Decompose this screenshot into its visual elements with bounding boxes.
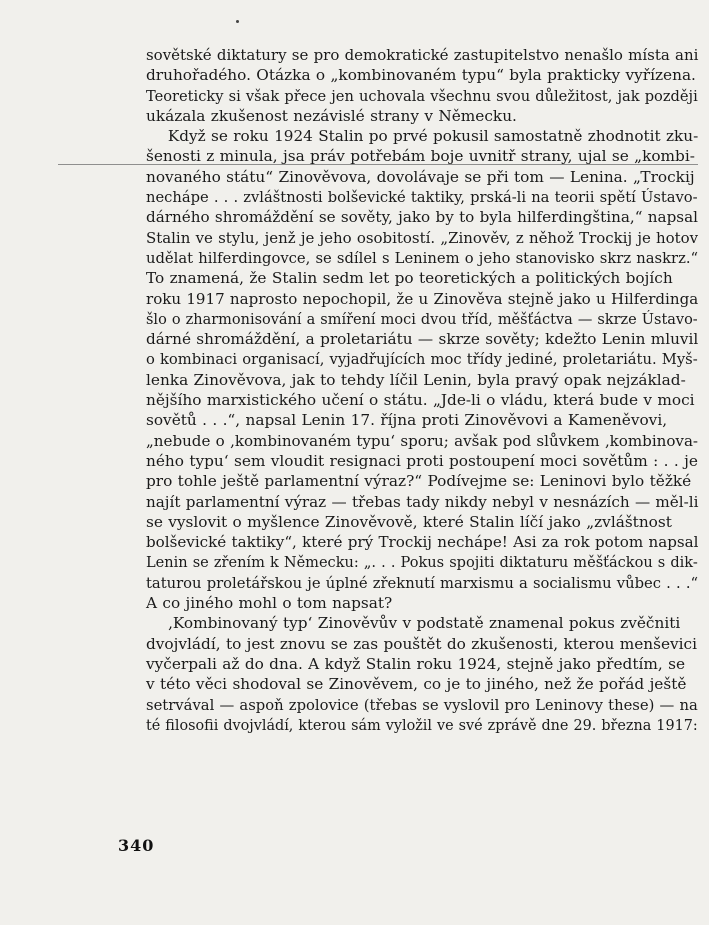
text-line: šenosti z minula, jsa práv potřebám boje uvnitř strany, ujal se „kombi- xyxy=(146,147,695,166)
text-line: dárného shromáždění se sověty, jako by to byla hilferdingština,“ napsal xyxy=(146,208,698,227)
text-line: najít parlamentní výraz — třebas tady nikdy nebyl v nesnázích — měl-li xyxy=(146,492,699,511)
text-line: Když se roku 1924 Stalin po prvé pokusil samostatně zhodnotit zku- xyxy=(167,127,699,146)
text-line: nějšího marxistického učení o státu. „Jde-li o vládu, která bude v moci xyxy=(146,391,695,410)
text-line: nechápe . . . zvláštnosti bolševické taktiky, prská-li na teorii spětí Ústavo- xyxy=(146,188,698,207)
text-line: sovětské diktatury se pro demokratické zastupitelstvo nenašlo místa ani xyxy=(146,46,699,64)
text-line: setrvával — aspoň zpolovice (třebas se vyslovil pro Leninovy these) — na xyxy=(146,695,698,714)
text-line: Stalin ve stylu, jenž je jeho osobitostí. „Zinověv, z něhož Trockij je hotov xyxy=(146,228,699,247)
page-text xyxy=(146,45,698,735)
ink-dot xyxy=(236,20,239,23)
text-line: se vyslovit o myšlence Zinověvově, které Stalin líčí jako „zvláštnost xyxy=(146,512,672,531)
text-line: udělat hilferdingovce, se sdílel s Leninem o jeho stanovisko skrz naskrz.“ xyxy=(146,248,699,267)
text-line: té filosofii dvojvládí, kterou sám vyložil ve své zprávě dne 29. března 1917: xyxy=(146,715,698,734)
text-line: ‚Kombinovaný typ‘ Zinověvův v podstatě znamenal pokus zvěčniti xyxy=(168,614,681,633)
text-line: ukázala zkušenost nezávislé strany v Německu. xyxy=(146,106,517,125)
text-line: vyčerpali až do dna. A když Stalin roku 1924, stejně jako předtím, se xyxy=(146,654,685,673)
text-line: šlo o zharmonisování a smíření moci dvou tříd, měšťáctva — skrze Ústavo- xyxy=(146,309,698,328)
text-line: dárné shromáždění, a proletariátu — skrze sověty; kdežto Lenin mluvil xyxy=(146,330,699,349)
text-line: pro tohle ještě parlamentní výraz?“ Podívejme se: Leninovi bylo těžké xyxy=(146,472,692,491)
text-line: o kombinaci organisací, vyjadřujících moc třídy jediné, proletariátu. Myš- xyxy=(146,350,698,369)
text-line: „nebude o ‚kombinovaném typu‘ sporu; avšak pod slůvkem ‚kombinova- xyxy=(146,431,699,450)
text-line: druhořadého. Otázka o „kombinovaném typu“ byla prakticky vyřízena. xyxy=(146,66,696,85)
text-line: dvojvládí, to jest znovu se zas pouštět do zkušenosti, kterou menševici xyxy=(146,634,698,653)
text-line: roku 1917 naprosto nepochopil, že u Zinověva stejně jako u Hilferdinga xyxy=(146,289,699,308)
text-line: To znamená, že Stalin sedm let po teoretických a politických bojích xyxy=(146,269,673,288)
page-number: 340 xyxy=(118,836,155,855)
text-line: Lenin se zřením k Německu: „. . . Pokus spojiti diktaturu měšťáckou s dik- xyxy=(146,553,698,572)
text-line: Teoreticky si však přece jen uchovala všechnu svou důležitost, jak později xyxy=(146,86,698,105)
text-line: A co jiného mohl o tom napsat? xyxy=(146,594,393,613)
text-line: taturou proletářskou je úplné zřeknutí marxismu a socialismu vůbec . . .“ xyxy=(146,573,699,592)
text-line: novaného státu“ Zinověvova, dovolávaje se při tom — Lenina. „Trockij xyxy=(146,167,695,186)
text-line: lenka Zinověvova, jak to tehdy líčil Lenin, byla pravý opak nejzáklad- xyxy=(146,370,686,389)
text-line: v této věci shodoval se Zinověvem, co je to jiného, než že pořád ještě xyxy=(146,675,687,694)
text-line: ného typu‘ sem vloudit resignaci proti postoupení moci sovětům : . . je xyxy=(146,451,698,470)
text-line: bolševické taktiky“, které prý Trockij nechápe! Asi za rok potom napsal xyxy=(146,533,699,552)
text-line: sovětů . . .“, napsal Lenin 17. října proti Zinověvovi a Kameněvovi, xyxy=(146,411,668,430)
